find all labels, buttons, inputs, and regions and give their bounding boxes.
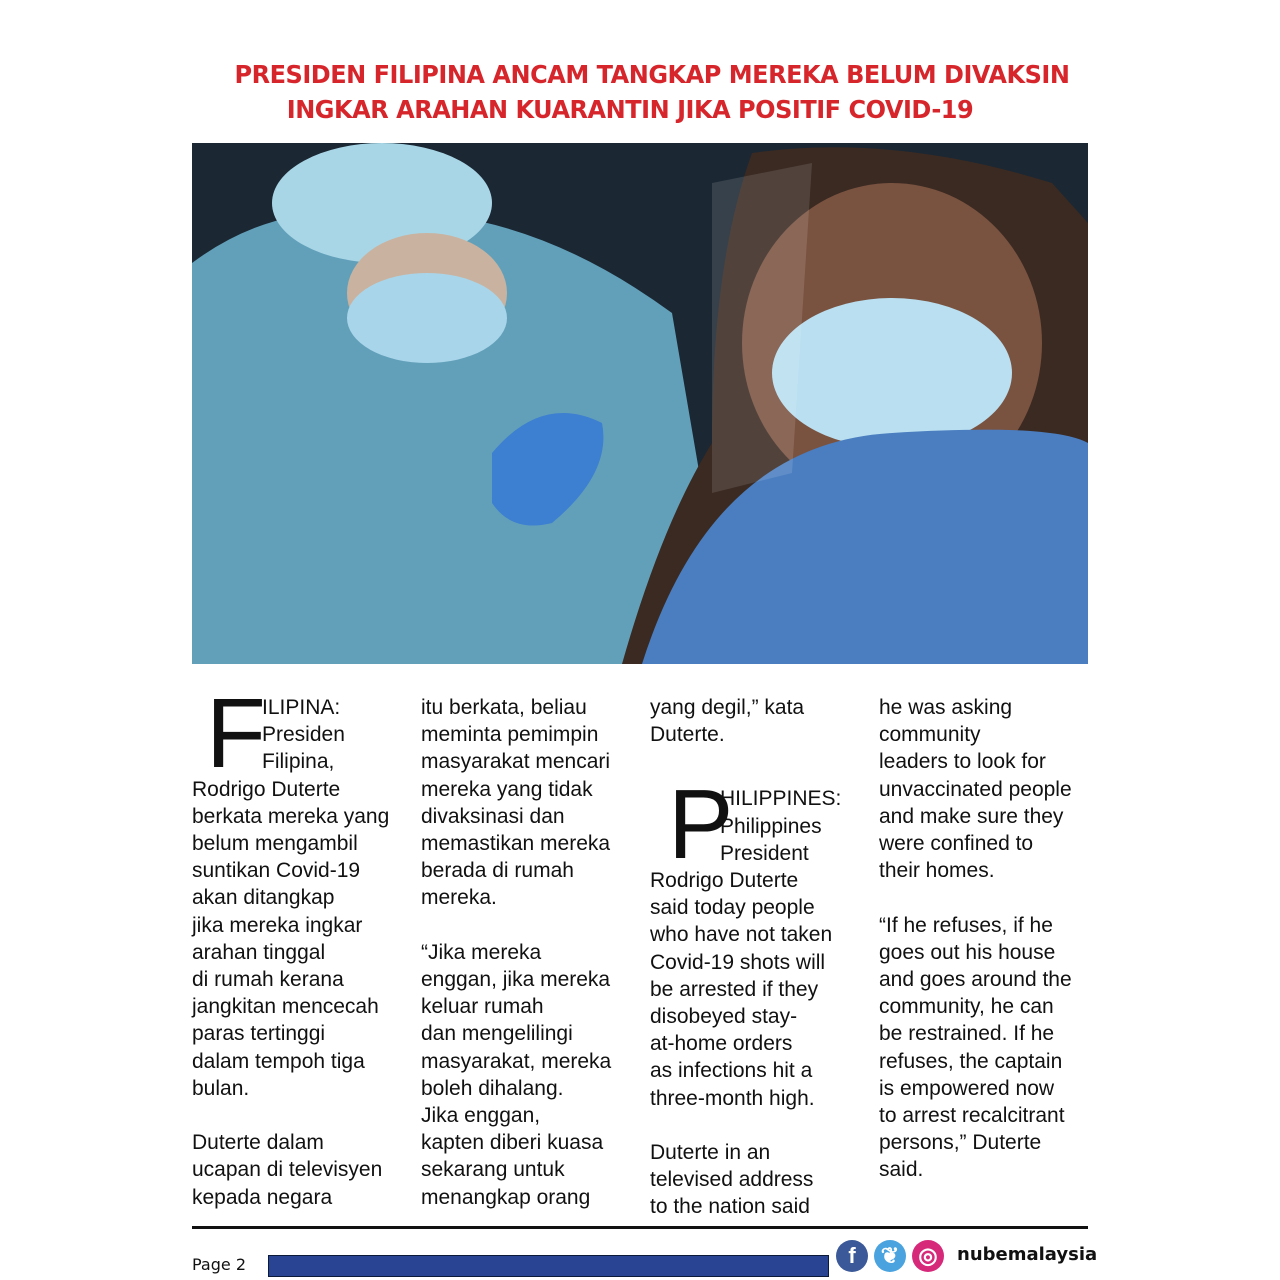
text-line: and goes around the [879, 968, 1072, 992]
text-line: di rumah kerana [192, 968, 344, 992]
text-line: is empowered now [879, 1076, 1055, 1100]
text-line: their homes. [879, 859, 995, 883]
text-line: HILIPPINES: [720, 787, 842, 811]
text-line: boleh dihalang. [421, 1076, 564, 1100]
text-line: be arrested if they [650, 977, 819, 1001]
text-line: Covid-19 shots will [650, 950, 826, 974]
text-line: mereka yang tidak [421, 777, 593, 801]
text-line: President [720, 841, 809, 865]
text-line: leaders to look for [879, 750, 1046, 774]
social-handle[interactable]: nubemalaysia [957, 1244, 1098, 1265]
text-line: belum mengambil [192, 832, 358, 856]
text-line: to arrest recalcitrant [879, 1104, 1065, 1128]
text-line: Duterte dalam [192, 1131, 324, 1155]
text-line: “Jika mereka [421, 940, 542, 964]
text-line: as infections hit a [650, 1059, 813, 1083]
text-line: Rodrigo Duterte [650, 869, 799, 893]
text-line: Presiden [262, 723, 345, 747]
text-line: persons,” Duterte [879, 1131, 1042, 1155]
footer-rule [192, 1226, 1088, 1229]
text-line: menangkap orang [421, 1185, 591, 1209]
text-line: three-month high. [650, 1086, 815, 1110]
paragraph [650, 769, 872, 1111]
text-line: he was asking [879, 696, 1013, 719]
text-line: arahan tinggal [192, 940, 326, 964]
text-line: Rodrigo Duterte [192, 777, 341, 801]
text-line: ILIPINA: [262, 696, 341, 719]
text-line: Jika enggan, [421, 1104, 541, 1128]
text-line: suntikan Covid-19 [192, 859, 361, 883]
text-line: itu berkata, beliau [421, 696, 587, 719]
text-line: and make sure they [879, 804, 1064, 828]
paragraph [650, 694, 872, 748]
text-line: berkata mereka yang [192, 804, 390, 828]
headline-line-2: INGKAR ARAHAN KUARANTIN JIKA POSITIF COVID-19 [286, 95, 974, 124]
text-line: “If he refuses, if he [879, 913, 1053, 937]
text-line: Duterte. [650, 723, 725, 747]
article-column [650, 694, 872, 1221]
facebook-icon[interactable]: f [836, 1240, 868, 1272]
text-line: memastikan mereka [421, 832, 611, 856]
text-line: Filipina, [262, 750, 335, 774]
text-line: community [879, 723, 981, 747]
text-line: kepada negara [192, 1185, 333, 1209]
text-line: said today people [650, 896, 815, 920]
text-line: akan ditangkap [192, 886, 335, 910]
text-line: berada di rumah [421, 859, 574, 883]
text-line: yang degil,” kata [650, 696, 805, 719]
text-line: community, he can [879, 995, 1054, 1019]
footer-bar [268, 1255, 829, 1277]
headline-line-1: PRESIDEN FILIPINA ANCAM TANGKAP MEREKA BELUM DIVAKSIN [234, 60, 1070, 89]
text-line: disobeyed stay- [650, 1005, 798, 1029]
text-line: who have not taken [650, 923, 833, 947]
text-line: goes out his house [879, 940, 1056, 964]
text-line: Philippines [720, 814, 822, 838]
text-line: were confined to [879, 832, 1034, 856]
text-line: dan mengelilingi [421, 1022, 573, 1046]
text-line: unvaccinated people [879, 777, 1072, 801]
text-line: at-home orders [650, 1032, 793, 1056]
paragraph [879, 912, 1101, 1184]
text-line: paras tertinggi [192, 1022, 326, 1046]
text-line: be restrained. If he [879, 1022, 1055, 1046]
article-column [421, 694, 643, 1211]
text-line: divaksinasi dan [421, 804, 565, 828]
paragraph [421, 939, 643, 1211]
text-line: Duterte in an [650, 1141, 771, 1165]
article-column [192, 678, 414, 1211]
article-photo [192, 143, 1088, 664]
text-line: bulan. [192, 1076, 250, 1100]
drop-cap: P [668, 769, 734, 880]
text-line: dalam tempoh tiga [192, 1049, 365, 1073]
article-column [879, 694, 1101, 1184]
text-line: kapten diberi kuasa [421, 1131, 604, 1155]
text-line: televised address [650, 1168, 814, 1192]
text-line: keluar rumah [421, 995, 544, 1019]
instagram-icon[interactable]: ◎ [912, 1240, 944, 1272]
text-line: refuses, the captain [879, 1049, 1063, 1073]
text-line: jika mereka ingkar [192, 913, 363, 937]
drop-cap: F [206, 678, 266, 788]
paragraph [879, 694, 1101, 884]
text-line: ucapan di televisyen [192, 1158, 383, 1182]
text-line: to the nation said [650, 1195, 810, 1219]
text-line: sekarang untuk [421, 1158, 565, 1182]
paragraph [192, 678, 414, 1102]
text-line: said. [879, 1158, 924, 1182]
text-line: masyarakat, mereka [421, 1049, 612, 1073]
paragraph [421, 694, 643, 912]
paragraph [650, 1139, 872, 1221]
text-line: jangkitan mencecah [192, 995, 379, 1019]
paragraph [192, 1129, 414, 1211]
text-line: mereka. [421, 886, 497, 910]
text-line: meminta pemimpin [421, 723, 599, 747]
text-line: enggan, jika mereka [421, 968, 611, 992]
page-number: Page 2 [192, 1255, 246, 1274]
text-line: masyarakat mencari [421, 750, 611, 774]
twitter-icon[interactable]: ❦ [874, 1240, 906, 1272]
